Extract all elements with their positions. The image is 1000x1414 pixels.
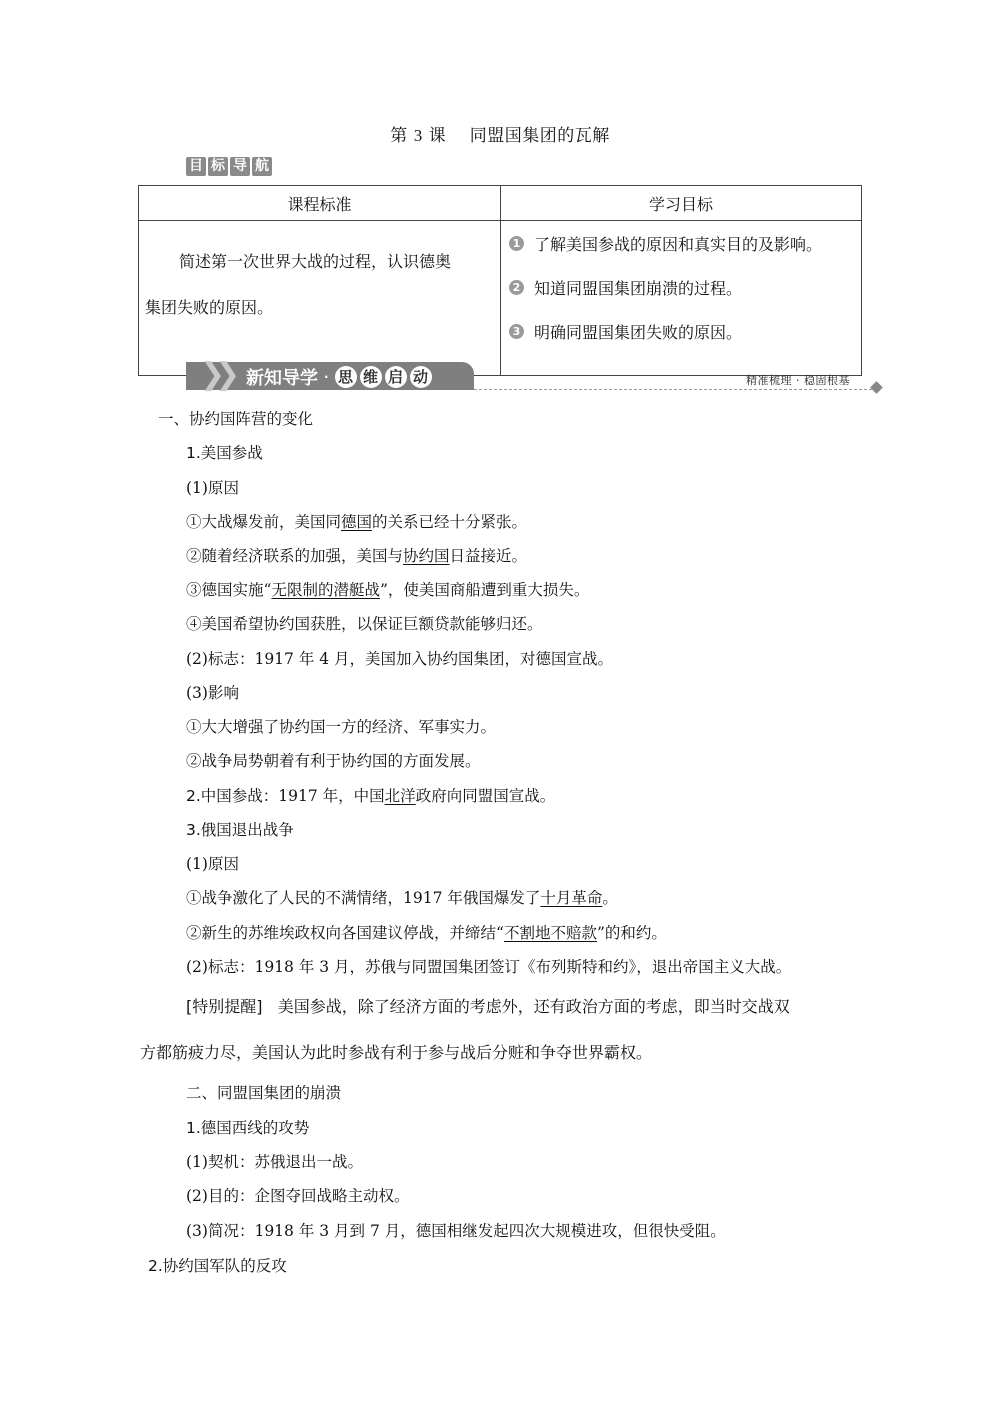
reminder-label: [特别提醒] — [186, 997, 263, 1016]
title-prefix: 第 — [390, 126, 408, 146]
banner-circle-char: 启 — [385, 366, 407, 388]
banner-circle-char: 思 — [335, 366, 357, 388]
underlined-term: 无限制的潜艇战 — [271, 581, 380, 599]
title-suffix: 课 — [428, 126, 447, 146]
circled-number-icon: 3 — [509, 324, 524, 339]
russia-marker: (2)标志：1918 年 3 月，苏俄与同盟国集团签订《布列斯特和约》，退出帝国主义大战。 — [186, 958, 792, 976]
standard-line-2: 集团失败的原因。 — [145, 298, 274, 317]
title-lesson-number: 3 — [413, 126, 423, 145]
circled-number-icon: 2 — [509, 280, 524, 295]
banner-title-text: 新知导学 — [246, 368, 318, 389]
double-chevron-icon: ❯❯ — [200, 357, 231, 392]
subheading-russia-exit: 3.俄国退出战争 — [186, 821, 294, 839]
goals-table-body-row — [139, 221, 862, 376]
standard-line-1: 简述第一次世界大战的过程，认识德奥 — [179, 252, 452, 271]
item-causes: (1)原因 — [186, 479, 239, 497]
curriculum-standard-cell — [139, 221, 501, 376]
underlined-term: 十月革命 — [540, 889, 603, 907]
banner-title — [246, 364, 435, 390]
russia-cause-1: ①战争激化了人民的不满情绪，1917 年俄国爆发了十月革命。 — [186, 889, 618, 907]
impact-1: ①大大增强了协约国一方的经济、军事实力。 — [186, 718, 497, 736]
cause-1: ①大战爆发前，美国同德国的关系已经十分紧张。 — [186, 513, 528, 531]
banner-dashed-divider — [474, 389, 872, 390]
subheading-entente-counteroffensive: 2.协约国军队的反攻 — [148, 1257, 287, 1275]
banner-circle-char: 动 — [410, 366, 432, 388]
badge-char: 航 — [252, 157, 272, 176]
underlined-term: 北洋 — [384, 787, 416, 805]
banner-circle-char: 维 — [360, 366, 382, 388]
objective-item — [509, 265, 855, 309]
special-reminder: [特别提醒] 美国参战，除了经济方面的考虑外，还有政治方面的考虑，即当时交战双 — [186, 997, 790, 1016]
underlined-term: 德国 — [341, 513, 373, 531]
header-curriculum-standard: 课程标准 — [139, 186, 501, 221]
item-marker: (2)标志：1917 年 4 月，美国加入协约国集团，对德国宣战。 — [186, 650, 614, 668]
objective-text: 知道同盟国集团崩溃的过程。 — [534, 278, 743, 298]
underlined-term: 不割地不赔款 — [503, 924, 597, 942]
circled-number-icon: 1 — [509, 236, 524, 251]
section-1-heading: 一、协约国阵营的变化 — [158, 410, 314, 428]
item-impact: (3)影响 — [186, 684, 239, 702]
impact-2: ②战争局势朝着有利于协约国的方面发展。 — [186, 752, 481, 770]
goals-table-header-row — [139, 186, 862, 221]
cause-4: ④美国希望协约国获胜，以保证巨额贷款能够归还。 — [186, 615, 543, 633]
subheading-us-entry: 1.美国参战 — [186, 444, 263, 462]
objective-item — [509, 309, 855, 353]
badge-char: 目 — [186, 157, 206, 176]
offensive-summary: (3)简况：1918 年 3 月到 7 月，德国相继发起四次大规模进攻，但很快受阻。 — [186, 1222, 726, 1240]
badge-char: 标 — [208, 157, 228, 176]
objective-item — [509, 221, 855, 265]
banner-separator: · — [324, 370, 329, 384]
subheading-china-entry: 2.中国参战：1917 年，中国北洋政府向同盟国宣战。 — [186, 787, 556, 805]
diamond-icon — [870, 381, 883, 394]
cause-3: ③德国实施“无限制的潜艇战”，使美国商船遭到重大损失。 — [186, 581, 590, 599]
cause-2: ②随着经济联系的加强，美国与协约国日益接近。 — [186, 547, 528, 565]
subheading-german-offensive: 1.德国西线的攻势 — [186, 1119, 310, 1137]
objective-text: 了解美国参战的原因和真实目的及影响。 — [534, 234, 823, 254]
underlined-term: 协约国 — [403, 547, 450, 565]
lesson-title — [0, 121, 1000, 146]
item-causes-russia: (1)原因 — [186, 855, 239, 873]
header-learning-objectives: 学习目标 — [501, 186, 862, 221]
offensive-purpose: (2)目的：企图夺回战略主动权。 — [186, 1187, 410, 1205]
badge-char: 导 — [230, 157, 250, 176]
title-name: 同盟国集团的瓦解 — [469, 126, 610, 146]
russia-cause-2: ②新生的苏维埃政权向各国建议停战，并缔结“不割地不赔款”的和约。 — [186, 924, 667, 942]
section-2-heading: 二、同盟国集团的崩溃 — [186, 1084, 342, 1102]
learning-objectives-cell — [501, 221, 862, 376]
goal-navigation-badge — [186, 157, 272, 176]
banner-tagline: 精准梳理 · 稳固根基 — [746, 374, 850, 387]
goals-table — [138, 185, 862, 376]
objective-text: 明确同盟国集团失败的原因。 — [534, 322, 743, 342]
offensive-opportunity: (1)契机：苏俄退出一战。 — [186, 1153, 363, 1171]
special-reminder-line-2: 方都筋疲力尽，美国认为此时参战有利于参与战后分赃和争夺世界霸权。 — [140, 1043, 653, 1062]
